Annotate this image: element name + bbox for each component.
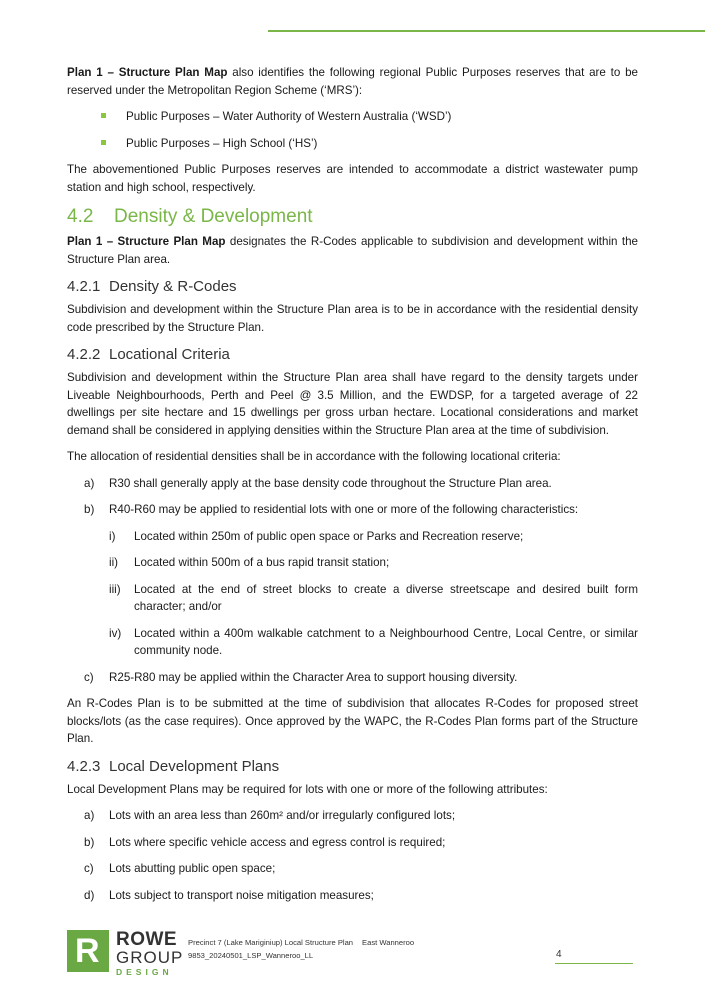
reserves-list xyxy=(67,108,638,152)
list-item: b) Lots where specific vehicle access and egress control is required; xyxy=(84,835,446,849)
list-item: iv) Located within a 400m walkable catchment to a Neighbourhood Centre, Local Centre, or similar community node. xyxy=(109,626,638,657)
heading-4-2-2: 4.2.2 Locational Criteria xyxy=(67,346,230,363)
locational-criteria-list xyxy=(67,475,638,687)
ldp-attributes-list xyxy=(67,807,638,904)
list-item: ii) Located within 500m of a bus rapid transit station; xyxy=(109,556,390,569)
heading-4-2: 4.2 Density & Development xyxy=(67,206,313,227)
intro-closing: The abovementioned Public Purposes reserves are intended to accommodate a district wastewater pump station and high school, respectively. xyxy=(67,163,638,194)
list-item: a) R30 shall generally apply at the base density code throughout the Structure Plan area. xyxy=(84,476,552,490)
list-item: Public Purposes – High School (‘HS’) xyxy=(67,135,638,153)
heading-4-2-3: 4.2.3 Local Development Plans xyxy=(67,757,280,775)
section-4-2-1-paragraph: Subdivision and development within the Structure Plan area is to be in accordance with the residential density code prescribed by the Structure Plan. xyxy=(67,303,638,334)
list-item: a) Lots with an area less than 260m² and/or irregularly configured lots; xyxy=(84,809,456,822)
section-4-2-2-paragraph: Subdivision and development within the Structure Plan area shall have regard to the density targets under Liveable Neighbourhoods, Perth and Peel @ 3.5 Million, and the EWDSP, for a targeted average of 22 dwellings per site hectare and 15 dwellings per gross urban hectare. Locational considerations and market demand shall be considered in applying densities within the Structure Plan area at the time of subdivision. xyxy=(67,371,638,437)
list-item: Public Purposes – Water Authority of Western Australia (‘WSD’) xyxy=(67,108,638,126)
plan-reference: Plan 1 – Structure Plan Map xyxy=(67,235,226,248)
list-item: b) R40-R60 may be applied to residential lots with one or more of the following characteristics: i) Located within 250m of public open space or Parks and Recreation reserve; ii) Located within 500m of a bus rapid transit station; iii) Located at the end of street blocks to create a diverse streetscape and desired built form character; and/or iv) Located within a 400m walkable catchment to a Neighbourhood Centre, Local Centre, or similar community node. xyxy=(67,501,638,660)
page-number: 4 xyxy=(556,949,562,960)
page-footer xyxy=(0,925,705,997)
intro-paragraph: Plan 1 – Structure Plan Map also identifies the following regional Public Purposes reserves that are to be reserved under the Metropolitan Region Scheme (‘MRS’): xyxy=(67,66,638,97)
plan-reference: Plan 1 – Structure Plan Map xyxy=(67,66,228,79)
list-item: d) Lots subject to transport noise mitigation measures; xyxy=(84,888,374,902)
section-4-2-3-paragraph: Local Development Plans may be required for lots with one or more of the following attributes: xyxy=(67,782,548,796)
section-4-2-2-paragraph: An R-Codes Plan is to be submitted at the time of subdivision that allocates R-Codes for proposed street blocks/lots (as the case requires). Once approved by the WAPC, the R-Codes Plan forms part of the Structure Plan. xyxy=(67,697,638,745)
list-item: c) R25-R80 may be applied within the Character Area to support housing diversity. xyxy=(84,670,518,684)
characteristics-list xyxy=(109,528,638,660)
logo-mark-icon: R xyxy=(67,930,109,972)
section-4-2-2-paragraph: The allocation of residential densities shall be in accordance with the following locational criteria: xyxy=(67,450,561,463)
list-item: iii) Located at the end of street blocks to create a diverse streetscape and desired built form character; and/or xyxy=(109,582,638,613)
footer-doc-ref: 9853_20240501_LSP_Wanneroo_LL xyxy=(188,951,314,960)
header-rule xyxy=(268,30,705,32)
rowe-group-logo: R ROWE GROUP DESIGN xyxy=(67,930,197,980)
section-4-2-paragraph: Plan 1 – Structure Plan Map designates the R-Codes applicable to subdivision and development within the Structure Plan area. xyxy=(67,235,638,266)
heading-4-2-1: 4.2.1 Density & R-Codes xyxy=(67,278,237,295)
page-number-rule xyxy=(555,963,633,964)
list-item: i) Located within 250m of public open space or Parks and Recreation reserve; xyxy=(109,529,524,543)
page-content xyxy=(67,64,638,913)
footer-doc-title: Precinct 7 (Lake Mariginiup) Local Structure Plan East Wanneroo xyxy=(188,938,415,947)
list-item: c) Lots abutting public open space; xyxy=(84,862,276,875)
